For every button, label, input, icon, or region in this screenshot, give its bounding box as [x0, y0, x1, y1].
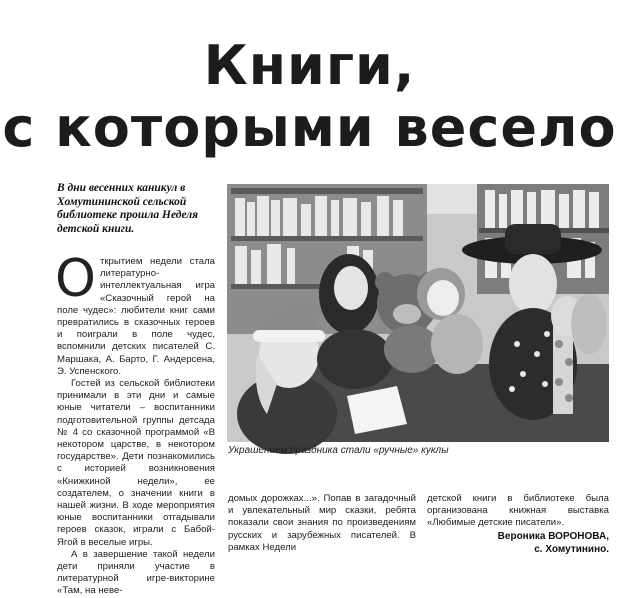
- drop-cap: О: [55, 249, 96, 309]
- lead-paragraph: В дни весенних каникул в Хомутининской сельской библиотеке прошла Неделя детской книги.: [57, 182, 199, 235]
- article-column-2: [228, 493, 416, 554]
- article-column-3: [427, 493, 609, 530]
- article-paragraph-2: Гостей из сельской библиотеки принимали в эти дни и самые юные читатели – воспитанники подготовительной группы детсада № 4 со сказочной программой «В некотором царстве, в некотором государстве». Дети познакомились с историей возникновения «Книжкиной недели», ее создателем, о значении книги в нашей жизни. В ходе мероприятия юные воспитанники отгадывали героев сказок, играли с Бабой-Ягой в веселые игры.: [57, 378, 215, 548]
- photo-caption: Украшением праздника стали «ручные» куклы: [228, 445, 449, 456]
- author-place: с. Хомутинино.: [534, 544, 609, 555]
- article-column-1: [55, 249, 215, 597]
- headline-line-1: Книги,: [203, 34, 416, 97]
- photo-illustration: [227, 184, 609, 442]
- article-paragraph-1: [55, 249, 215, 378]
- column-3-text: детской книги в библиотеке была организована книжная выставка «Любимые детские писатели».: [427, 493, 609, 529]
- article-paragraph-3: А в завершение такой недели дети приняли участие в литературной игре-викторине «Там, на неве-: [57, 548, 215, 597]
- author-name: Вероника ВОРОНОВА,: [497, 531, 609, 542]
- paragraph-1-text: ткрытием недели стала литературно-интеллектуальная игра «Сказочный герой на поле чудес»: любители книг сами превратились в сказочных героев и поиграли в поле чудес, вспомнили детских писателей С. Маршака, А. Барто, Г. Андерсена, Э. Успенского.: [57, 256, 215, 377]
- article-photo: [227, 184, 609, 442]
- headline-line-2: с которыми весело: [2, 96, 617, 159]
- column-2-text: домых дорожках...». Попав в загадочный и увлекательный мир сказки, ребята показали свои знания по произведениям русских и зарубежных писателей. В рамках Недели: [228, 493, 416, 553]
